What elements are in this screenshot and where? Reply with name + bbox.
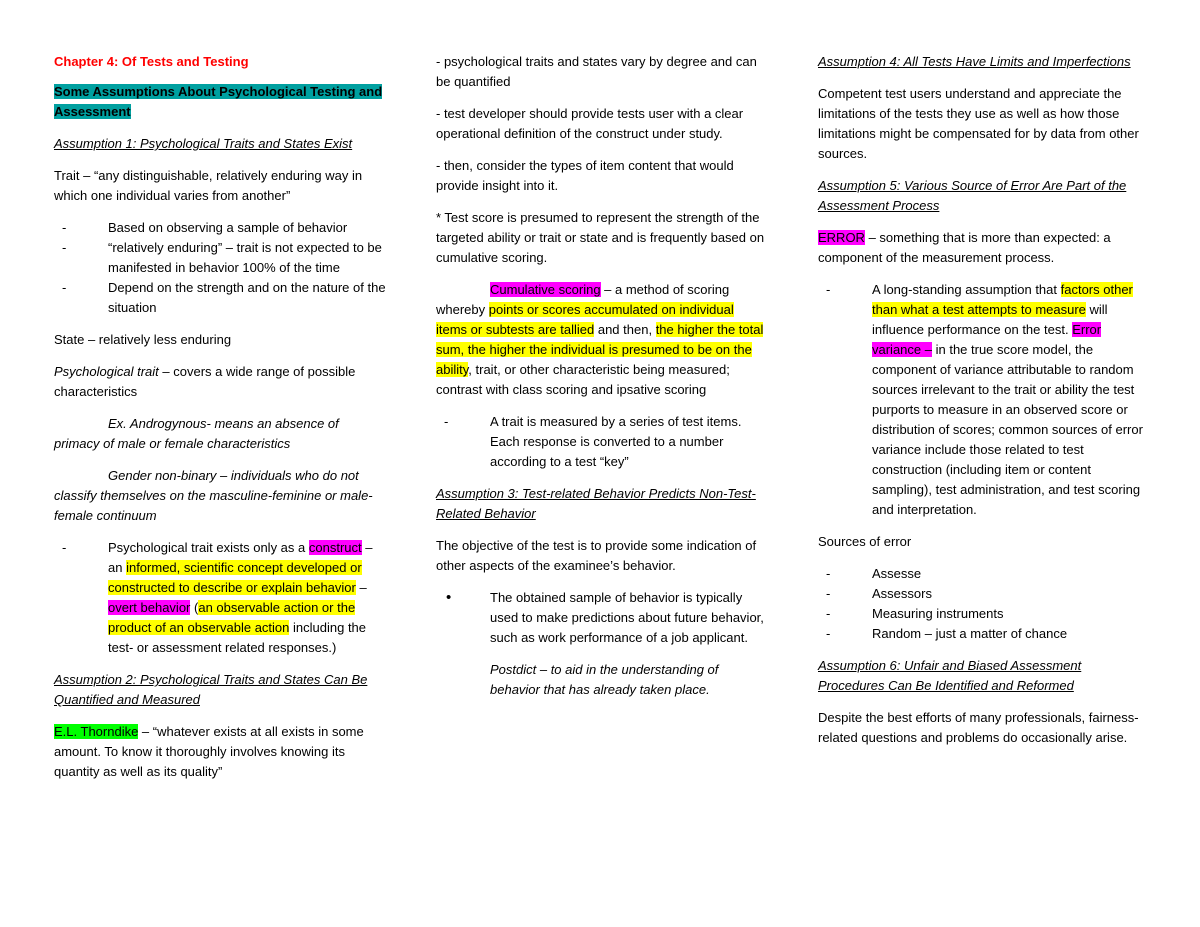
column-1 <box>54 52 386 794</box>
section-heading: Some Assumptions About Psychological Testing and Assessment <box>54 84 383 119</box>
assumption-5-heading: Assumption 5: Various Source of Error Are Part of the Assessment Process <box>818 178 1127 213</box>
list-item: - Depend on the strength and on the nature of the situation <box>54 278 386 318</box>
paragraph: - psychological traits and states vary by degree and can be quantified <box>436 54 757 89</box>
column-2 <box>436 52 768 712</box>
highlight-other-factors: factors other than what a test attempts to measure <box>872 282 1133 317</box>
assumption-2-heading: Assumption 2: Psychological Traits and States Can Be Quantified and Measured <box>54 672 368 707</box>
list-item: - Assesse <box>818 564 1150 584</box>
paragraph: - test developer should provide tests user with a clear operational definition of the construct under study. <box>436 106 744 141</box>
postdict-definition: Postdict – to aid in the understanding of behavior that has already taken place. <box>490 662 719 697</box>
trait-measure-list <box>436 412 768 472</box>
column-3 <box>818 52 1150 760</box>
highlight-observable-action: an observable action or the product of an observable action <box>108 600 356 635</box>
chapter-title: Chapter 4: Of Tests and Testing <box>54 54 249 69</box>
construct-bullet: - Psychological trait exists only as a construct – an informed, scientific concept developed or constructed to describe or explain behavior – overt behavior (an observable action or the product of an observable action including the test- or assessment related responses.) <box>54 538 386 658</box>
obtained-sample-list <box>436 588 768 648</box>
trait-definition: Trait – “any distinguishable, relatively enduring way in which one individual varies from another” <box>54 168 363 203</box>
despite-paragraph: Despite the best efforts of many professionals, fairness-related questions and problems do occasionally arise. <box>818 710 1139 745</box>
list-item: - A trait is measured by a series of test items. Each response is converted to a number according to a test “key” <box>436 412 768 472</box>
list-item: - Random – just a matter of chance <box>818 624 1150 644</box>
highlight-overt-behavior: overt behavior <box>108 600 191 615</box>
competent-users-paragraph: Competent test users understand and appreciate the limitations of the tests they use as well as how those limitations might be compensated for by data from other sources. <box>818 86 1139 161</box>
sources-of-error-list <box>818 564 1150 644</box>
list-item: • The obtained sample of behavior is typically used to make predictions about future behavior, such as work performance of a job applicant. <box>436 588 768 648</box>
state-definition: State – relatively less enduring <box>54 332 232 347</box>
highlight-points-tallied: points or scores accumulated on individual items or subtests are tallied <box>436 302 734 337</box>
highlight-cumulative-scoring: Cumulative scoring <box>490 282 601 297</box>
list-item: - Based on observing a sample of behavior <box>54 218 386 238</box>
psychological-trait-definition: Psychological trait – covers a wide range of possible characteristics <box>54 364 356 399</box>
assumption-4-heading: Assumption 4: All Tests Have Limits and Imperfections <box>818 54 1131 69</box>
objective-paragraph: The objective of the test is to provide some indication of other aspects of the examinee’s behavior. <box>436 538 757 573</box>
highlight-higher-sum: the higher the total sum, the higher the individual is presumed to be on the ability <box>436 322 764 377</box>
assumption-6-heading: Assumption 6: Unfair and Biased Assessment Procedures Can Be Identified and Reformed <box>818 658 1082 693</box>
highlight-thorndike: E.L. Thorndike <box>54 724 139 739</box>
error-definition: ERROR – something that is more than expected: a component of the measurement process. <box>818 230 1111 265</box>
list-item: - “relatively enduring” – trait is not expected to be manifested in behavior 100% of the time <box>54 238 386 278</box>
list-item: - Assessors <box>818 584 1150 604</box>
thorndike-quote: E.L. Thorndike – “whatever exists at all exists in some amount. To know it thoroughly involves knowing its quantity as well as its quality” <box>54 724 364 779</box>
highlight-construct: construct <box>308 540 362 555</box>
cumulative-scoring-definition: Cumulative scoring – a method of scoring whereby points or scores accumulated on individual items or subtests are tallied and then, the higher the total sum, the higher the individual is presumed to be on the ability, trait, or other characteristic being measured; contrast with class scoring and ipsative scoring <box>436 282 764 397</box>
androgynous-example: Ex. Androgynous- means an absence of primacy of male or female characteristics <box>54 416 339 451</box>
trait-bullet-list <box>54 218 386 318</box>
sources-of-error-heading: Sources of error <box>818 534 912 549</box>
paragraph: - then, consider the types of item content that would provide insight into it. <box>436 158 734 193</box>
list-item: - A long-standing assumption that factors other than what a test attempts to measure will influence performance on the test. Error variance – in the true score model, the component of variance attributable to random sources irrelevant to the trait or ability the test purports to measure in an observed score or distribution of scores; common sources of error variance include those related to test construction (including item or content sampling), test administration, and test scoring and interpretation. <box>818 280 1150 520</box>
error-variance-list <box>818 280 1150 520</box>
construct-bullet-list <box>54 538 386 658</box>
highlight-error-variance: Error variance – <box>872 322 1102 357</box>
assumption-3-heading: Assumption 3: Test-related Behavior Predicts Non-Test-Related Behavior <box>436 486 756 521</box>
highlight-error: ERROR <box>818 230 865 245</box>
highlight-informed-concept: informed, scientific concept developed or constructed to describe or explain behavior <box>108 560 362 595</box>
assumption-1-heading: Assumption 1: Psychological Traits and States Exist <box>54 136 353 151</box>
list-item: - Measuring instruments <box>818 604 1150 624</box>
gender-nonbinary-example: Gender non-binary – individuals who do not classify themselves on the masculine-feminine or male-female continuum <box>54 468 373 523</box>
paragraph: * Test score is presumed to represent the strength of the targeted ability or trait or state and is frequently based on cumulative scoring. <box>436 210 765 265</box>
